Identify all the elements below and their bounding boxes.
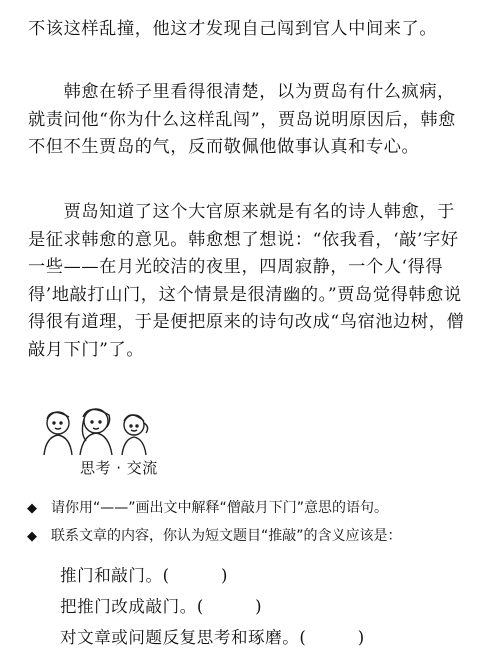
paragraph-3: 贾岛知道了这个大官原来就是有名的诗人韩愈，于是征求韩愈的意见。韩愈想了想说：“依我看，‘敲’字好一些——在月光皎洁的夜里，四周寂静，一个人‘得得得’地敲打山门，这个情景是很清幽的。”贾岛觉得韩愈说得很有道理，于是便把原来的诗句改成“鸟宿池边树，僧敲月下门”了。: [28, 202, 465, 360]
answer-blank-1[interactable]: ( ): [162, 566, 228, 585]
option-2-text: 把推门改成敲门。: [60, 597, 197, 616]
option-1-text: 推门和敲门。: [60, 566, 163, 585]
question-2-text: 联系文章的内容，你认为短文题目“推敲”的含义应该是：: [51, 528, 402, 544]
paragraph-1-tail: 不该这样乱撞，他这才发现自己闯到官人中间来了。: [28, 19, 438, 39]
answer-blank-3[interactable]: ( ): [299, 628, 365, 647]
question-1-text: 请你用“——”画出文中解释“僧敲月下门”意思的语句。: [51, 500, 389, 516]
option-3: [60, 624, 365, 648]
question-1: [27, 497, 477, 517]
children-discussion-illustration: [30, 405, 160, 457]
section-title: 思考 · 交流: [80, 459, 158, 477]
answer-blank-2[interactable]: ( ): [196, 597, 263, 616]
paragraph-2: 韩愈在轿子里看得很清楚，以为贾岛有什么疯病，就责问他“你为什么这样乱闯”，贾岛说明原因后，韩愈不但不生贾岛的气，反而敬佩他做事认真和专心。: [28, 82, 456, 158]
diamond-icon: ◆: [27, 501, 37, 516]
option-1: [60, 562, 228, 586]
question-2: [27, 525, 477, 545]
option-2: [60, 593, 262, 617]
option-3-text: 对文章或问题反复思考和琢磨。: [60, 628, 300, 647]
diamond-icon: ◆: [27, 529, 37, 544]
